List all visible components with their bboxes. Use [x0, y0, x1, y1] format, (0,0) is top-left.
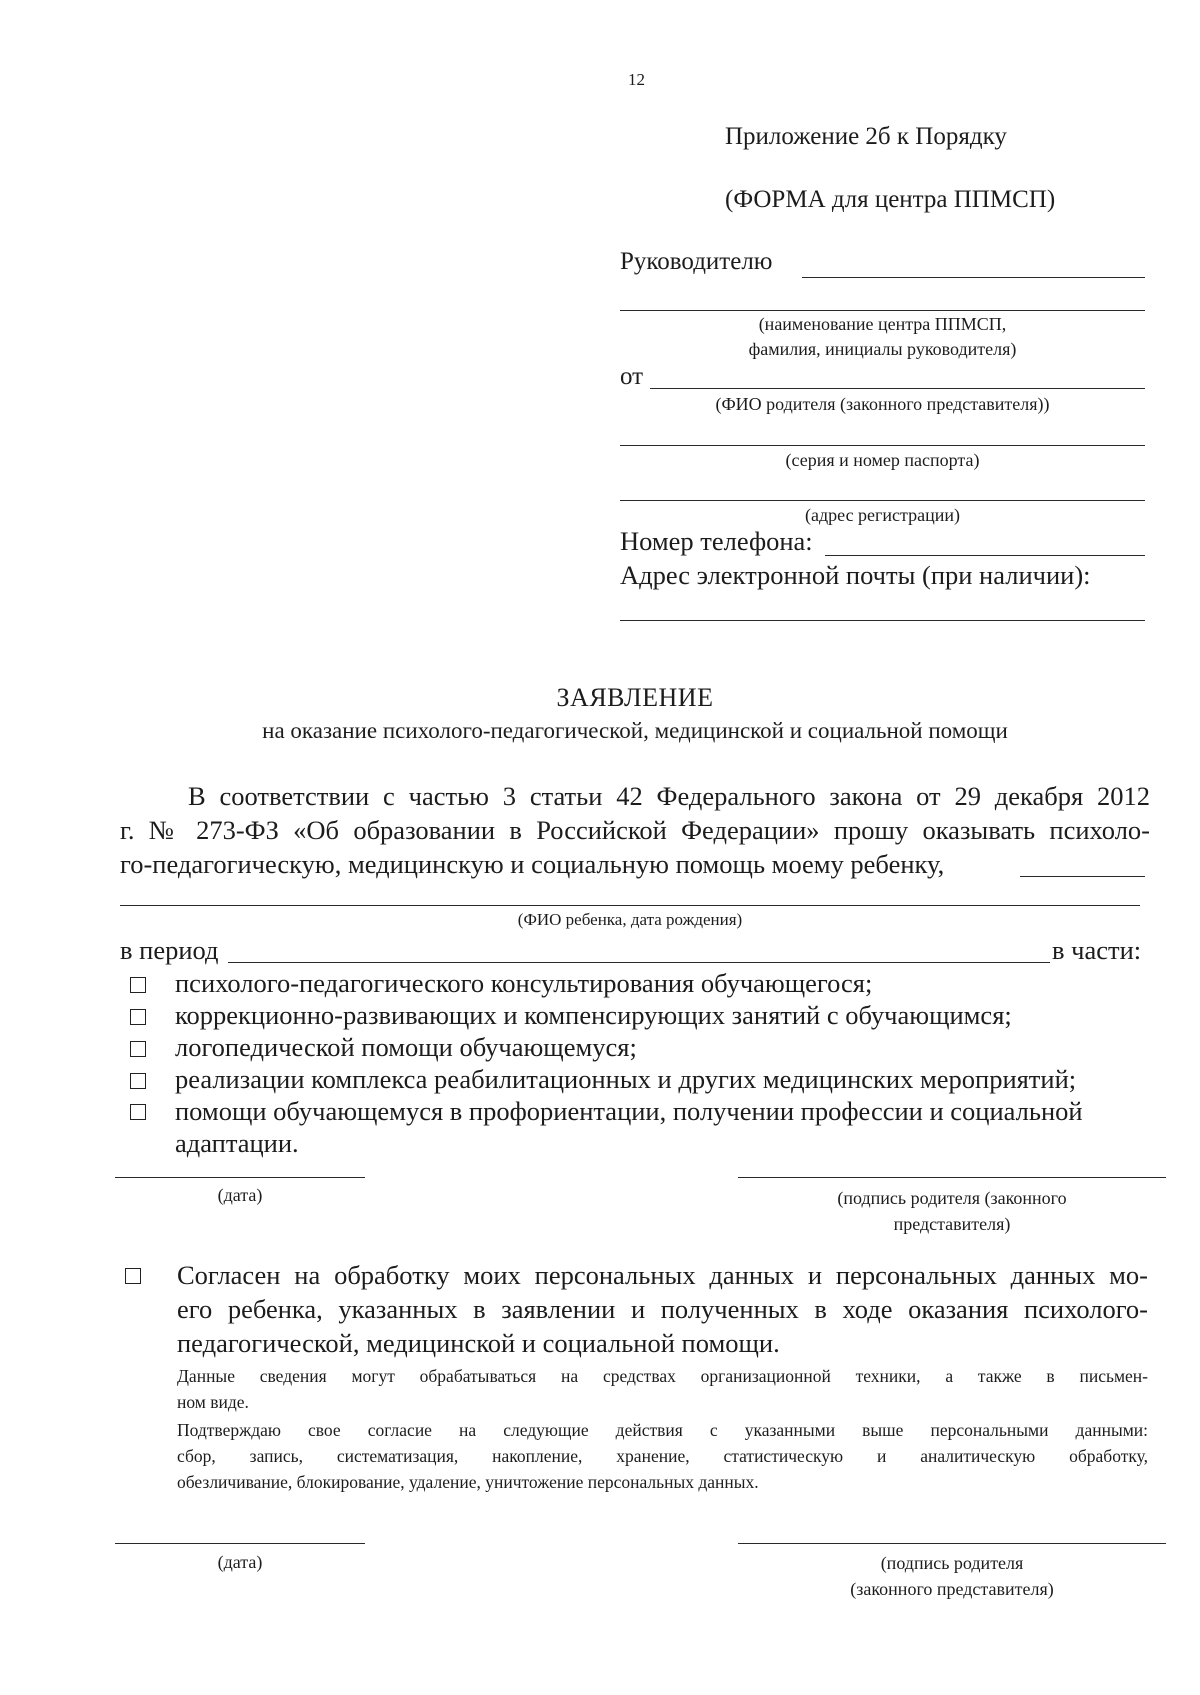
consent-note-1b: ном виде.: [177, 1392, 249, 1412]
date-caption: (дата): [217, 1185, 263, 1205]
statement-subtitle: на оказание психолого-педагогической, медицинской и социальной помощи: [262, 718, 1008, 743]
address-caption: (адрес регистрации): [804, 505, 961, 525]
signature-caption-1: (подпись родителя (законного: [837, 1188, 1067, 1208]
to-field-line-2[interactable]: [620, 310, 1145, 311]
signature-field-line[interactable]: [738, 1177, 1166, 1178]
consent-signature-caption-1: (подпись родителя: [880, 1553, 1024, 1573]
option-label-3: логопедической помощи обучающемуся;: [175, 1032, 637, 1062]
option-label-2: коррекционно-развивающих и компенсирующих занятий с обучающимся;: [175, 1000, 1012, 1030]
option-label-1: психолого-педагогического консультирования обучающегося;: [175, 968, 873, 998]
consent-date-caption: (дата): [217, 1552, 263, 1572]
child-caption: (ФИО ребенка, дата рождения): [517, 910, 743, 929]
consent-signature-field-line[interactable]: [738, 1543, 1166, 1544]
to-label: Руководителю: [620, 248, 773, 275]
email-label: Адрес электронной почты (при наличии):: [620, 560, 1091, 590]
option-label-5: помощи обучающемуся в профориентации, получении профессии и социальной: [175, 1096, 1083, 1126]
statement-title: ЗАЯВЛЕНИЕ: [556, 683, 714, 712]
phone-label: Номер телефона:: [620, 526, 813, 556]
consent-date-field-line[interactable]: [115, 1543, 365, 1544]
option-label-5-cont: адаптации.: [175, 1128, 299, 1158]
phone-field-line[interactable]: [825, 555, 1145, 556]
consent-line-2: его ребенка, указанных в заявлении и полученных в ходе оказания психолого-: [177, 1294, 1148, 1324]
signature-caption-2: представителя): [893, 1214, 1011, 1234]
to-field-line[interactable]: [802, 277, 1145, 278]
to-caption-1: (наименование центра ППМСП,: [758, 314, 1007, 334]
consent-checkbox[interactable]: [125, 1268, 141, 1284]
consent-note-2b: сбор, запись, систематизация, накопление, хранение, статистическую и аналитическую обработку,: [177, 1446, 1148, 1466]
option-checkbox-2[interactable]: [130, 1009, 146, 1025]
to-caption-2: фамилия, инициалы руководителя): [748, 339, 1017, 359]
statement-body-line-2: г. № 273-ФЗ «Об образовании в Российской Федерации» прошу оказывать психоло-: [120, 815, 1150, 845]
consent-note-2a: Подтверждаю свое согласие на следующие действия с указанными выше персональными данными:: [177, 1420, 1148, 1440]
option-checkbox-5[interactable]: [130, 1104, 146, 1120]
form-label: (ФОРМА для центра ППМСП): [725, 186, 1056, 213]
period-field-line[interactable]: [228, 962, 1050, 963]
child-field-line[interactable]: [1020, 876, 1145, 877]
parts-label: в части:: [1052, 935, 1142, 965]
from-field-line[interactable]: [650, 388, 1145, 389]
passport-field-line[interactable]: [620, 445, 1145, 446]
from-caption: (ФИО родителя (законного представителя)): [715, 394, 1050, 414]
option-checkbox-4[interactable]: [130, 1073, 146, 1089]
option-checkbox-3[interactable]: [130, 1041, 146, 1057]
option-label-4: реализации комплекса реабилитационных и других медицинских мероприятий;: [175, 1064, 1077, 1094]
passport-caption: (серия и номер паспорта): [785, 450, 980, 470]
from-label: от: [620, 363, 644, 390]
consent-line-1: Согласен на обработку моих персональных данных и персональных данных мо-: [177, 1260, 1148, 1290]
date-field-line[interactable]: [115, 1177, 365, 1178]
consent-signature-caption-2: (законного представителя): [850, 1579, 1054, 1599]
period-label: в период: [120, 935, 219, 965]
consent-note-2c: обезличивание, блокирование, удаление, уничтожение персональных данных.: [177, 1472, 759, 1492]
statement-body-line-3: го-педагогическую, медицинскую и социальную помощь моему ребенку,: [120, 849, 945, 879]
child-field-line-2[interactable]: [120, 905, 1140, 906]
email-field-line[interactable]: [620, 620, 1145, 621]
address-field-line[interactable]: [620, 500, 1145, 501]
appendix-label: Приложение 2б к Порядку: [725, 123, 1007, 150]
statement-body-line-1: В соответствии с частью 3 статьи 42 Федерального закона от 29 декабря 2012: [188, 781, 1150, 811]
consent-note-1a: Данные сведения могут обрабатываться на средствах организационной техники, а также в письмен-: [177, 1366, 1148, 1386]
option-checkbox-1[interactable]: [130, 977, 146, 993]
consent-line-3: педагогической, медицинской и социальной помощи.: [177, 1328, 780, 1358]
page-number: 12: [628, 70, 645, 89]
